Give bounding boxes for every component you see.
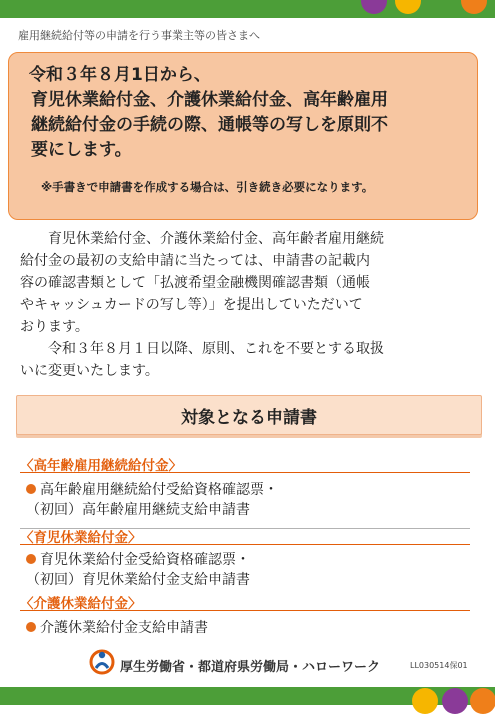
headline [31,63,471,163]
item-line: （初回）育児休業給付金支給申請書 [26,572,250,588]
para1-line4: やキャッシュカードの写し等）」を提出していただいて [20,297,363,313]
footer-organization: 厚生労働省・都道府県労働局・ハローワーク [120,660,381,675]
headline-line-3: 継続給付金の手続の際、通帳等の写しを原則不 [31,115,388,135]
document-code: LL030514保01 [410,661,468,670]
category-divider [20,610,470,611]
category-divider [20,544,470,545]
audience-line: 雇用継続給付等の申請を行う事業主等の皆さまへ [18,29,260,42]
bullet-icon [26,484,36,494]
paragraph-2 [20,338,466,382]
purple-dot [442,688,468,714]
item-line: （初回）高年齢雇用継続支給申請書 [26,502,250,518]
section-title: 対象となる申請書 [181,408,317,428]
yellow-dot [395,0,421,14]
yellow-dot [412,688,438,714]
orange-dot [470,688,495,714]
headline-line-1: 令和３年８月1日から、 [29,65,211,85]
bullet-icon [26,622,36,632]
section-header [16,395,482,435]
list-item [26,618,208,638]
top-decorative-dots [361,0,481,18]
headline-box [8,52,478,220]
bullet-icon [26,554,36,564]
category-title: 〈高年齢雇用継続給付金〉 [20,458,182,474]
list-item [26,550,250,590]
para2-line2: いに変更いたします。 [20,363,159,379]
para1-line1: 育児休業給付金、介護休業給付金、高年齢者雇用継続 [48,231,384,247]
headline-note: ※手書きで申請書を作成する場合は、引き続き必要になります。 [41,180,374,194]
category-divider [20,472,470,473]
green-dot [429,0,455,14]
item-line: 育児休業給付金受給資格確認票・ [40,552,250,568]
para2-line1: 令和３年８月１日以降、原則、これを不要とする取扱 [48,341,384,357]
bottom-decorative-dots [412,688,492,718]
headline-line-4: 要にします。 [31,140,132,160]
purple-dot [361,0,387,14]
category-title: 〈育児休業給付金〉 [20,530,142,546]
para1-line5: おります。 [20,319,89,335]
paragraph-1 [20,228,466,338]
body-text [20,228,466,382]
category-title: 〈介護休業給付金〉 [20,596,142,612]
para1-line2: 給付金の最初の支給申請に当たっては、申請書の記載内 [20,253,370,269]
headline-line-2: 育児休業給付金、介護休業給付金、高年齢雇用 [31,90,388,110]
item-line: 高年齢雇用継続給付受給資格確認票・ [40,482,278,498]
ministry-logo-icon [88,648,116,676]
list-item [26,480,278,520]
para1-line3: 容の確認書類として「払渡希望金融機関確認書類（通帳 [20,275,370,291]
item-line: 介護休業給付金支給申請書 [40,620,208,636]
